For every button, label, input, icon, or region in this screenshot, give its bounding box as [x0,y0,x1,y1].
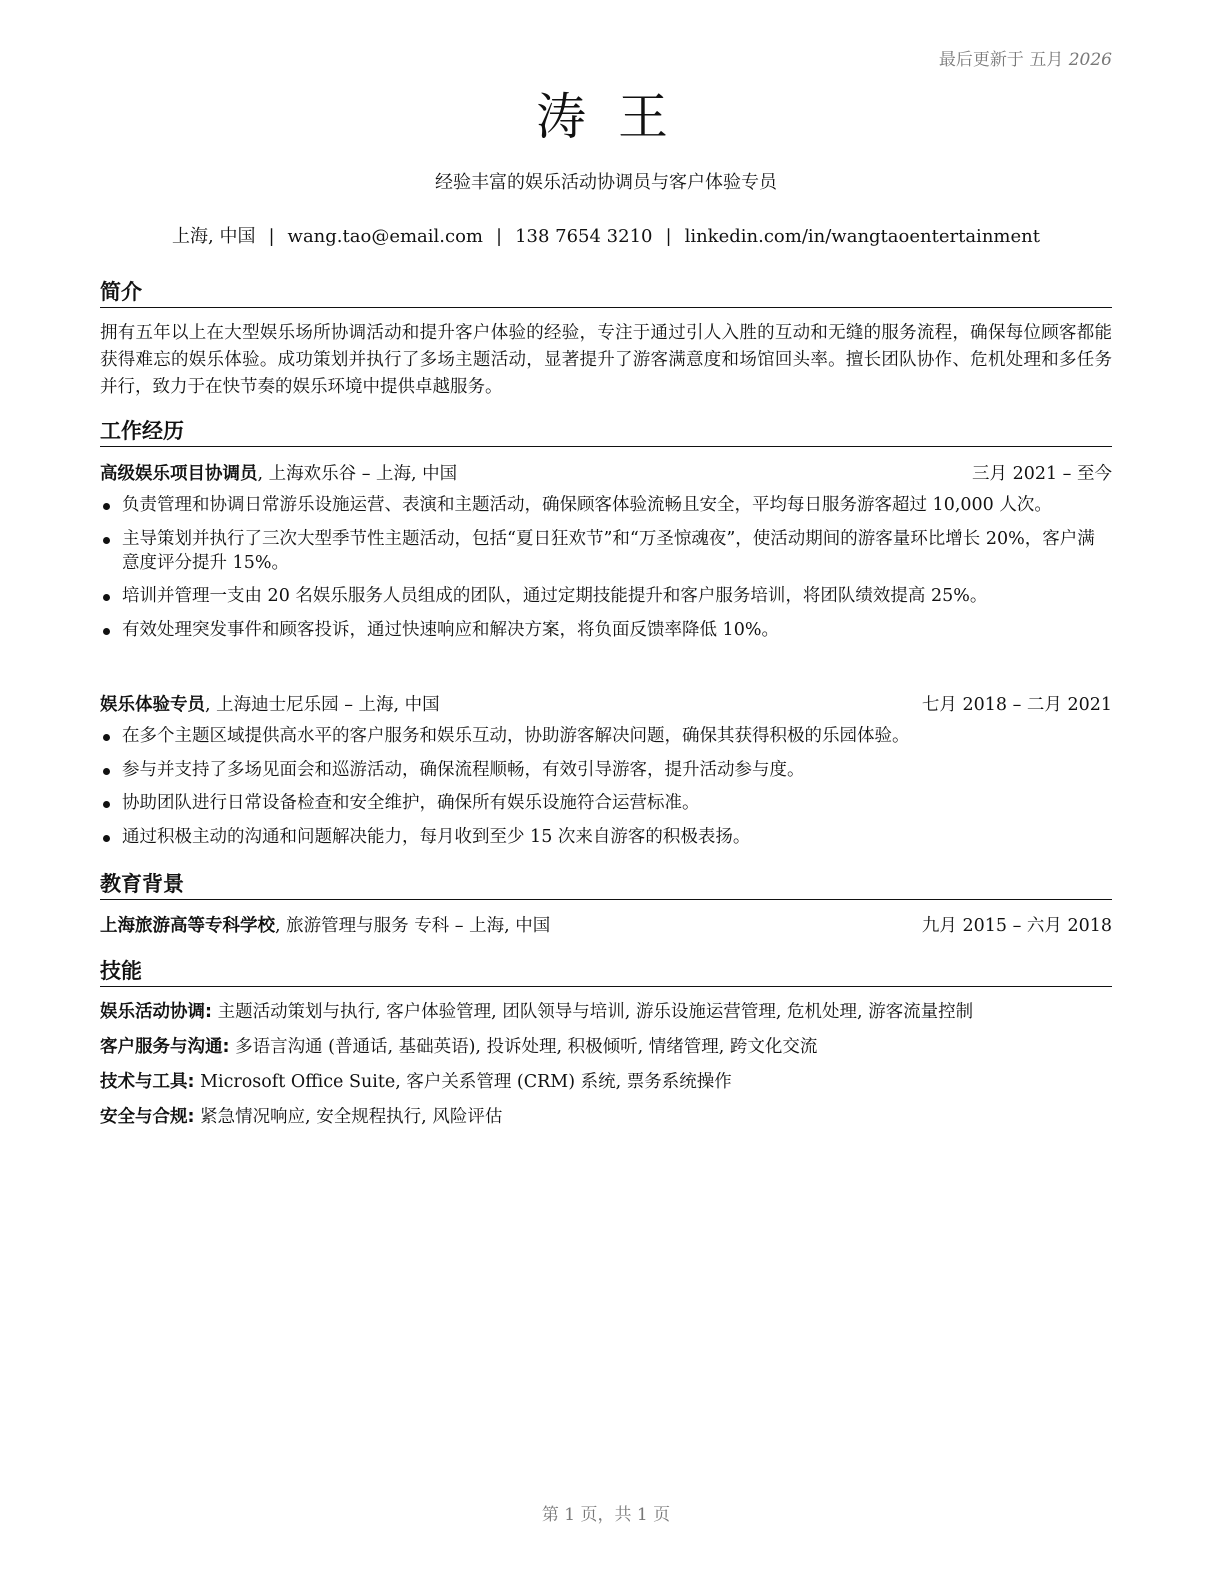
bullet-text: 通过积极主动的沟通和问题解决能力，每月收到至少 15 次来自游客的积极表扬。 [122,826,751,847]
job-bullets [100,724,1112,858]
skill-value: 紧急情况响应, 安全规程执行, 风险评估 [194,1107,503,1127]
bullet-icon [103,768,110,775]
bullet-icon [103,537,110,544]
list-item [100,758,1112,782]
contact-location: 上海, 中国 [172,226,256,247]
skill-value: Microsoft Office Suite, 客户关系管理 (CRM) 系统, 票务系统操作 [194,1072,732,1092]
job-header [100,461,1112,488]
skill-category: 技术与工具: [100,1072,195,1092]
summary-text: 拥有五年以上在大型娱乐场所协调活动和提升客户体验的经验，专注于通过引人入胜的互动和无缝的服务流程，确保每位顾客都能获得难忘的娱乐体验。成功策划并执行了多场主题活动，显著提升了游客满意度和场馆回头率。擅长团队协作、危机处理和多任务并行，致力于在快节奏的娱乐环境中提供卓越服务。 [100,323,1112,397]
bullet-icon [103,801,110,808]
last-updated [939,45,1112,70]
education-school: 上海旅游高等专科学校 [100,916,275,936]
skill-category: 安全与合规: [100,1107,195,1127]
job-bullets [100,493,1112,651]
list-item [100,618,1112,642]
bullet-icon [103,503,110,510]
section-title-skills: 技能 [100,956,1112,987]
job-header [100,692,1112,719]
contact-linkedin-link[interactable]: linkedin.com/in/wangtaoentertainment [684,226,1040,247]
job-org: , 上海欢乐谷 – 上海, 中国 [257,464,458,484]
section-title-summary: 简介 [100,277,1112,308]
skill-row [100,1034,1112,1061]
bullet-text: 在多个主题区域提供高水平的客户服务和娱乐互动，协助游客解决问题，确保其获得积极的乐园体验。 [122,726,910,746]
contact-separator: | [268,226,275,247]
bullet-text: 负责管理和协调日常游乐设施运营、表演和主题活动，确保顾客体验流畅且安全，平均每日服务游客超过 10,000 人次。 [122,495,1052,515]
bullet-icon [103,734,110,741]
job-date: 三月 2021 – 至今 [972,464,1112,484]
contact-separator: | [496,226,503,247]
section-title-experience: 工作经历 [100,416,1112,447]
last-updated-year: 2026 [1068,50,1112,70]
bullet-icon [103,594,110,601]
education-detail: , 旅游管理与服务 专科 – 上海, 中国 [275,916,551,936]
skill-row [100,1069,1112,1096]
skill-category: 客户服务与沟通: [100,1037,230,1057]
bullet-icon [103,835,110,842]
candidate-tagline: 经验丰富的娱乐活动协调员与客户体验专员 [435,172,777,193]
page-number: 第 1 页，共 1 页 [541,1505,671,1525]
skill-row [100,999,1112,1026]
section-title-education: 教育背景 [100,869,1112,900]
last-updated-prefix: 最后更新于 五月 [938,50,1064,70]
bullet-text: 参与并支持了多场见面会和巡游活动，确保流程顺畅，有效引导游客，提升活动参与度。 [122,759,805,780]
bullet-icon [103,628,110,635]
contact-phone: 138 7654 3210 [515,226,653,247]
bullet-text: 有效处理突发事件和顾客投诉，通过快速响应和解决方案，将负面反馈率降低 10%。 [122,619,779,640]
list-item [100,791,1112,815]
list-item [100,724,1112,748]
list-item [100,584,1112,608]
skill-value: 主题活动策划与执行, 客户体验管理, 团队领导与培训, 游乐设施运营管理, 危机处理, 游客流量控制 [212,1002,974,1022]
job-org: , 上海迪士尼乐园 – 上海, 中国 [205,695,440,715]
bullet-text: 协助团队进行日常设备检查和安全维护，确保所有娱乐设施符合运营标准。 [122,793,700,813]
resume-page [100,0,1112,1584]
bullet-text: 主导策划并执行了三次大型季节性主题活动，包括“夏日狂欢节”和“万圣惊魂夜”，使活动期间的游客量环比增长 20%，客户满意度评分提升 15%。 [122,528,1095,573]
education-entry [100,913,1112,940]
candidate-name: 涛 王 [536,88,676,146]
job-role: 高级娱乐项目协调员 [100,464,258,484]
list-item [100,825,1112,849]
contact-email-link[interactable]: wang.tao@email.com [287,226,483,247]
education-date: 九月 2015 – 六月 2018 [921,916,1112,936]
contact-line [100,224,1112,250]
contact-separator: | [665,226,672,247]
skill-value: 多语言沟通 (普通话, 基础英语), 投诉处理, 积极倾听, 情绪管理, 跨文化交流 [229,1037,818,1057]
job-role: 娱乐体验专员 [100,695,205,715]
job-date: 七月 2018 – 二月 2021 [921,695,1112,715]
list-item [100,527,1112,575]
skill-category: 娱乐活动协调: [100,1002,212,1022]
bullet-text: 培训并管理一支由 20 名娱乐服务人员组成的团队，通过定期技能提升和客户服务培训，将团队绩效提高 25%。 [122,586,988,606]
skill-row [100,1104,1112,1131]
list-item [100,493,1112,517]
